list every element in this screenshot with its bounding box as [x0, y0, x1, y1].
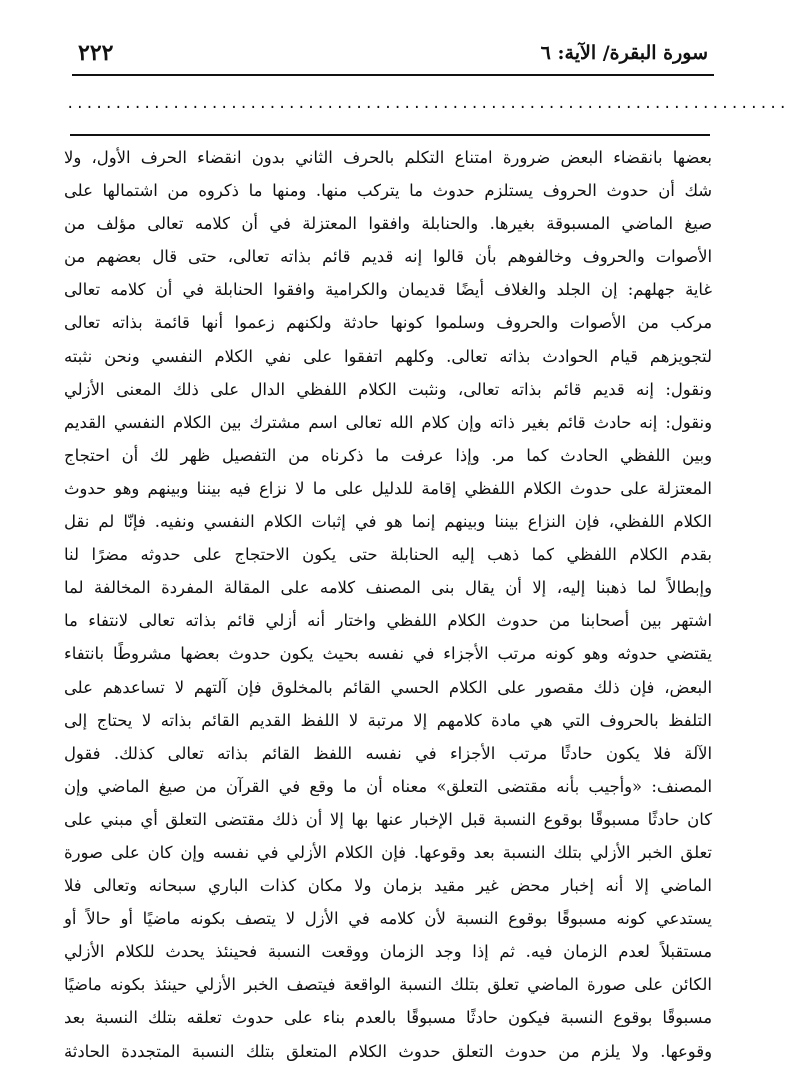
separator-rule: [70, 134, 710, 136]
text-line: ونقول: إنه قديم قائم بذاته تعالى، ونثبت الكلام اللفظي الدال على ذلك المعنى الأزلي: [64, 379, 712, 399]
text-line: التلفظ بالحروف التي هي مادة كلامهم إلا مرتبة لا اللفظ القديم القائم بذاته لا يحتاج إلى: [64, 710, 712, 730]
text-line: الكلام اللفظي، فإن النزاع بيننا وبينهم إنما هو في إثبات الكلام النفسي ونفيه. فإنّا لم نقل: [64, 512, 712, 532]
text-line: البعض، فإن ذلك مقصور على الكلام الحسي القائم بالمخلوق فإن آلتهم لا تساعدهم على: [64, 677, 712, 697]
text-line: الأصوات والحروف وخالفوهم بأن قالوا إنه قديم قائم بذاته تعالى، حتى قال بعضهم من: [64, 247, 712, 267]
text-line: وقوعها. ولا يلزم من حدوث التعلق حدوث الكلام المتعلق بتلك النسبة المتجددة الحادثة: [64, 1041, 712, 1061]
body-text: [64, 141, 712, 1068]
text-line: شك أن حدوث الحروف يستلزم حدوث ما يتركب منها. ومنها ما ذكروه من اشتمالها على: [64, 181, 712, 201]
text-line: غاية جهلهم: إن الجلد والغلاف أيضًا قديمان والكرامية وافقوا الحنابلة في أن كلامه تعالى: [64, 280, 712, 300]
text-line: وإبطالاً لما ذهبنا إليه، إلا أن يقال بنى المصنف كلامه على المقالة المفردة المخالفة لما: [64, 578, 712, 598]
text-line: بقدم الكلام اللفظي كما ذهب إليه الحنابلة حتى يكون الاحتجاج على حدوثه مضرًا لنا: [64, 545, 712, 565]
text-line: المعتزلة على حدوث الكلام اللفظي إقامة للدليل على ما لا نزاع فيه بيننا وبينهم وهو حدوث: [64, 478, 712, 498]
page-number: ٢٢٢: [78, 40, 114, 66]
text-line: الآلة فلا يكون حادثًا مرتب الأجزاء في نفسه اللفظ القائم بذاته تعالى كذلك. فقول: [64, 743, 712, 763]
text-line: بعضها بانقضاء البعض ضرورة امتناع التكلم بالحرف الثاني بدون انقضاء الحرف الأول، ولا: [64, 148, 712, 167]
text-line: مسبوقًا بوقوع النسبة فيكون حادثًا مسبوقًا بالعدم بناء على حدوث تعلقه بتلك النسبة بعد: [64, 1008, 712, 1028]
page-header: [78, 40, 708, 74]
text-line: ونقول: إنه حادث قائم بغير ذاته وإن كلام الله تعالى اسم مشترك بين الكلام النفسي القديم: [64, 412, 712, 432]
text-line: وبين اللفظي الحادث كما مر. وإذا عرفت ما ذكرناه من التفصيل ظهر لك أن احتجاج: [64, 445, 712, 465]
text-line: الكائن على صورة الماضي تعلق بتلك النسبة الواقعة فيتصف الخبر الأزلي حينئذ بكونه ماضيًا: [64, 975, 712, 995]
text-line: صيغ الماضي المسبوقة بغيرها. والحنابلة وافقوا المعتزلة في أن كلامه تعالى مؤلف من: [64, 214, 712, 234]
text-line: مستقبلاً لعدم الزمان فيه. ثم إذا وجد الزمان ووقعت النسبة فحينئذ يحدث للكلام الأزلي: [64, 942, 712, 962]
text-line: يقتضي حدوثه وهو كونه مرتب الأجزاء في نفسه بحيث يكون حدوث بعضها مشروطًا بانتفاء: [64, 644, 712, 664]
text-line: اشتهر بين أصحابنا من حدوث الكلام اللفظي واختار أنه أزلي قائم بذاته تعالى لانتفاء ما: [64, 611, 712, 631]
header-rule: [72, 74, 714, 76]
footnote-dotted-line: ...........................................................................: [66, 96, 788, 112]
text-line: يستدعي كونه مسبوقًا بوقوع النسبة لأن كلامه في الأزل لا يتصف بكونه ماضيًا أو حالاً أو: [64, 909, 712, 929]
text-line: مركب من الأصوات والحروف وسلموا كونها حادثة ولكنهم زعموا أنها قائمة بذاته تعالى: [64, 313, 712, 333]
running-title: سورة البقرة/ الآية: ٦: [540, 42, 708, 64]
text-line: تعلق الخبر الأزلي بتلك النسبة بعد وقوعها. فإن الكلام الأزلي في نفسه وإن كان على صورة: [64, 842, 712, 862]
text-line: كان حادثًا مسبوقًا بوقوع النسبة قبل الإخبار عنها بها إلا أن ذلك مقتضى التعلق أي مبني على: [64, 809, 712, 829]
text-line: المصنف: «وأجيب بأنه مقتضى التعلق» معناه أن ما وقع في القرآن من صيغ الماضي وإن: [64, 776, 712, 796]
text-line: لتجويزهم قيام الحوادث بذاته تعالى. وكلهم اتفقوا على نفي الكلام النفسي ونحن نثبته: [64, 346, 712, 366]
text-line: الماضي إلا أنه إخبار محض غير مقيد بزمان ولا مكان كذات الباري سبحانه وتعالى فلا: [64, 876, 712, 896]
